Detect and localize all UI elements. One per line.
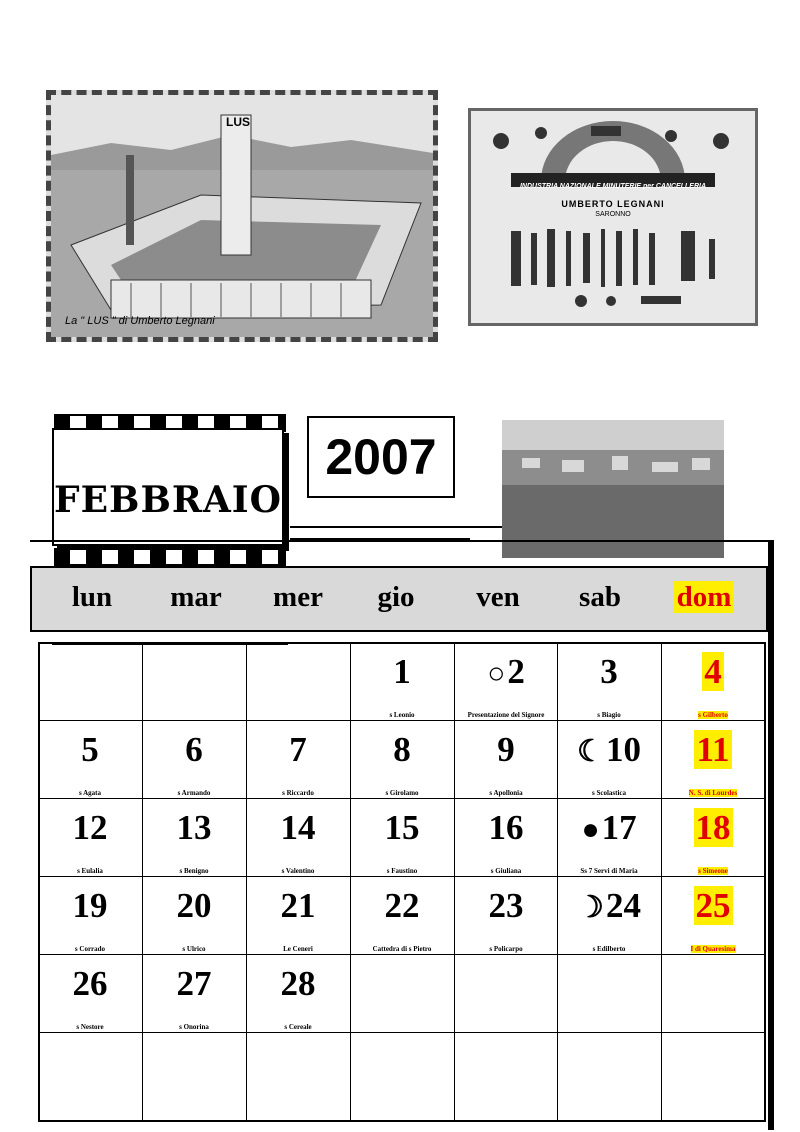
factory-tower-sign: LUS — [226, 115, 250, 129]
day-cell-18 — [661, 798, 765, 876]
day-number-text: 19 — [72, 886, 108, 925]
day-cell-8 — [350, 720, 454, 798]
saint-name — [661, 867, 765, 875]
saint-name — [38, 945, 142, 953]
day-cell-2 — [454, 642, 558, 720]
day-number — [246, 964, 350, 1004]
saint-name — [38, 867, 142, 875]
saint-name-text: s Apollonia — [489, 789, 523, 797]
saint-name-text: Cattedra di s Pietro — [372, 945, 432, 953]
saint-name — [661, 711, 765, 719]
day-number — [454, 730, 558, 770]
saint-name-text: Presentazione del Signore — [467, 711, 545, 719]
day-cell-16 — [454, 798, 558, 876]
saint-name-text: N. S. di Lourdes — [688, 789, 738, 797]
day-number-text: 23 — [488, 886, 524, 925]
day-cell-11 — [661, 720, 765, 798]
day-number-text: 20 — [176, 886, 212, 925]
moon-phase-icon: ○ — [487, 657, 506, 690]
day-number-text: 6 — [185, 730, 203, 769]
saint-name — [142, 867, 246, 875]
day-number — [246, 886, 350, 926]
day-cell-9 — [454, 720, 558, 798]
day-cell-27 — [142, 954, 246, 1032]
day-number — [454, 652, 558, 692]
frame-top-line — [30, 540, 774, 542]
saint-name — [350, 789, 454, 797]
saint-name — [454, 789, 558, 797]
day-cell-22 — [350, 876, 454, 954]
saint-name — [246, 945, 350, 953]
saint-name-text: Le Ceneri — [283, 945, 313, 953]
saint-name — [557, 711, 661, 719]
moon-phase-icon: ☽ — [577, 891, 604, 924]
weekday-gio: gio — [377, 581, 415, 613]
day-cell-25 — [661, 876, 765, 954]
day-cell-5 — [38, 720, 142, 798]
day-cell-23 — [454, 876, 558, 954]
day-cell-13 — [142, 798, 246, 876]
saint-name-text: s Policarpo — [489, 945, 523, 953]
day-number — [350, 652, 454, 692]
weekday-mer: mer — [273, 581, 323, 613]
sign-industry: INDUSTRIA NAZIONALE MINUTERIE per CANCELLERIA — [519, 183, 707, 190]
day-number-text: 14 — [280, 808, 316, 847]
frame-shadow — [768, 540, 774, 1130]
saint-name — [142, 1023, 246, 1031]
day-number — [661, 652, 765, 692]
day-number-text: 3 — [600, 652, 618, 691]
day-number-text: 10 — [605, 730, 641, 769]
day-number — [38, 808, 142, 848]
saint-name — [661, 789, 765, 797]
day-number-text: 2 — [507, 652, 525, 691]
day-cell-26 — [38, 954, 142, 1032]
day-cell-28 — [246, 954, 350, 1032]
saint-name — [246, 789, 350, 797]
sign-city: SARONNO — [595, 211, 631, 218]
month-box — [52, 428, 284, 546]
saint-name-text: s Giuliana — [490, 867, 522, 875]
saint-name-text: s Agata — [79, 789, 101, 797]
day-number-text: 21 — [280, 886, 316, 925]
day-number-text: 18 — [695, 808, 731, 847]
saint-name-text: s Scolastica — [591, 789, 627, 797]
day-number — [350, 886, 454, 926]
day-cell-14 — [246, 798, 350, 876]
products-sign-photo — [468, 108, 758, 326]
saint-name-text: s Valentino — [281, 867, 315, 875]
year-title: 2007 — [325, 429, 437, 485]
year-box — [307, 416, 455, 498]
day-number-text: 8 — [393, 730, 411, 769]
day-number — [661, 808, 765, 848]
saint-name — [350, 867, 454, 875]
sign-name: UMBERTO LEGNANI — [561, 199, 665, 209]
day-number — [38, 886, 142, 926]
saint-name — [557, 867, 661, 875]
day-number-text: 4 — [704, 652, 722, 691]
day-number — [454, 886, 558, 926]
saint-name — [38, 789, 142, 797]
day-number-text: 5 — [81, 730, 99, 769]
saint-name — [246, 867, 350, 875]
saint-name-text: s Faustino — [386, 867, 418, 875]
moon-phase-icon: ● — [581, 813, 600, 846]
day-cell-12 — [38, 798, 142, 876]
town-view-photo — [502, 420, 724, 558]
saint-name-text: s Gilberto — [698, 711, 728, 719]
day-cell-20 — [142, 876, 246, 954]
day-number — [38, 964, 142, 1004]
day-number-text: 22 — [384, 886, 420, 925]
day-number-text: 13 — [176, 808, 212, 847]
day-cell-19 — [38, 876, 142, 954]
day-cell-17 — [557, 798, 661, 876]
saint-name-text: s Ulrico — [182, 945, 206, 953]
checker-strip-bottom — [54, 548, 286, 566]
day-number — [661, 730, 765, 770]
day-number-text: 25 — [695, 886, 731, 925]
saint-name-text: s Cereale — [284, 1023, 312, 1031]
saint-name — [454, 867, 558, 875]
day-number-text: 16 — [488, 808, 524, 847]
day-number-text: 24 — [605, 886, 641, 925]
day-cell-7 — [246, 720, 350, 798]
saint-name-text: s Corrado — [74, 945, 106, 953]
saint-name-text: Ss 7 Servi di Maria — [580, 867, 638, 875]
day-number — [246, 730, 350, 770]
day-number-text: 1 — [393, 652, 411, 691]
saint-name — [557, 945, 661, 953]
saint-name — [142, 789, 246, 797]
factory-photo — [46, 90, 438, 342]
saint-name — [350, 945, 454, 953]
day-number-text: 26 — [72, 964, 108, 1003]
grid-row-line — [38, 1032, 766, 1033]
saint-name-text: s Riccardo — [282, 789, 314, 797]
day-number-text: 27 — [176, 964, 212, 1003]
saint-name-text: s Onorina — [179, 1023, 209, 1031]
day-cell-10 — [557, 720, 661, 798]
saint-name — [454, 945, 558, 953]
saint-name — [350, 711, 454, 719]
day-number-text: 12 — [72, 808, 108, 847]
day-number — [557, 730, 661, 770]
day-cell-21 — [246, 876, 350, 954]
month-title: FEBBRAIO — [54, 479, 282, 521]
day-number — [661, 886, 765, 926]
weekday-mar: mar — [170, 581, 222, 613]
saint-name — [142, 945, 246, 953]
day-cell-1 — [350, 642, 454, 720]
day-number-text: 15 — [384, 808, 420, 847]
day-number — [557, 886, 661, 926]
saint-name-text: s Edilberto — [592, 945, 626, 953]
day-number-text: 11 — [696, 730, 730, 769]
day-number — [557, 652, 661, 692]
day-cell-3 — [557, 642, 661, 720]
day-number — [350, 808, 454, 848]
day-cell-4 — [661, 642, 765, 720]
day-number-text: 17 — [601, 808, 637, 847]
saint-name-text: s Girolamo — [385, 789, 419, 797]
day-number — [557, 808, 661, 848]
day-number-text: 9 — [497, 730, 515, 769]
day-number — [142, 964, 246, 1004]
day-cell-6 — [142, 720, 246, 798]
saint-name-text: s Simeone — [698, 867, 728, 875]
saint-name-text: I di Quaresima — [690, 945, 736, 953]
factory-caption: La " LUS " di Umberto Legnani — [65, 315, 215, 327]
day-number — [350, 730, 454, 770]
day-cell-24 — [557, 876, 661, 954]
saint-name — [661, 945, 765, 953]
moon-phase-icon: ☾ — [577, 735, 604, 768]
weekday-sab: sab — [579, 581, 621, 613]
day-number — [142, 730, 246, 770]
day-number — [142, 886, 246, 926]
saint-name — [38, 1023, 142, 1031]
saint-name — [246, 1023, 350, 1031]
weekday-dom: dom — [652, 581, 756, 614]
weekday-ven: ven — [476, 581, 520, 613]
saint-name-text: s Biagio — [597, 711, 621, 719]
saint-name-text: s Leonio — [389, 711, 415, 719]
saint-name-text: s Eulalia — [77, 867, 103, 875]
day-cell-15 — [350, 798, 454, 876]
day-number — [246, 808, 350, 848]
saint-name — [454, 711, 558, 719]
saint-name-text: s Armando — [177, 789, 211, 797]
day-number — [454, 808, 558, 848]
saint-name-text: s Benigno — [179, 867, 209, 875]
day-number — [38, 730, 142, 770]
day-number-text: 7 — [289, 730, 307, 769]
day-number — [142, 808, 246, 848]
day-number-text: 28 — [280, 964, 316, 1003]
weekday-lun: lun — [71, 581, 113, 613]
saint-name — [557, 789, 661, 797]
saint-name-text: s Nestore — [76, 1023, 104, 1031]
divider-line — [290, 526, 502, 528]
